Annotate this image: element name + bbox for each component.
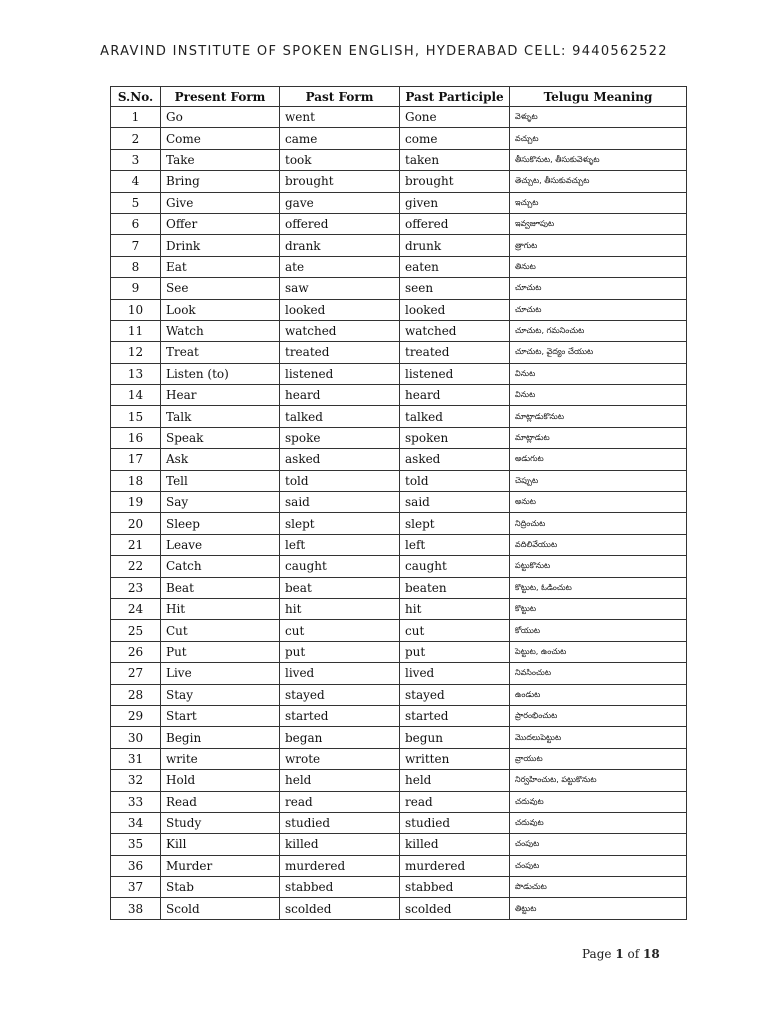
past-form-cell: treated <box>280 342 400 363</box>
of-label: of <box>627 947 640 961</box>
telugu-meaning-cell: తీసుకొనుట, తీసుకువెళ్ళుట <box>510 149 687 170</box>
telugu-meaning-cell: చంపుట <box>510 834 687 855</box>
present-form-cell: Catch <box>161 556 280 577</box>
past-participle-cell: beaten <box>400 577 510 598</box>
present-form-cell: See <box>161 278 280 299</box>
row-sno: 26 <box>111 641 161 662</box>
past-form-cell: heard <box>280 385 400 406</box>
past-participle-cell: listened <box>400 363 510 384</box>
table-row <box>111 427 687 448</box>
past-form-cell: hit <box>280 598 400 619</box>
column-header-past-participle: Past Participle <box>400 87 510 107</box>
present-form-cell: Start <box>161 705 280 726</box>
telugu-meaning-cell: కొట్టుట, ఓడించుట <box>510 577 687 598</box>
table-row <box>111 470 687 491</box>
past-form-cell: looked <box>280 299 400 320</box>
telugu-meaning-cell: చూచుట <box>510 299 687 320</box>
past-form-cell: started <box>280 705 400 726</box>
row-sno: 8 <box>111 256 161 277</box>
telugu-meaning-cell: వ్రాయుట <box>510 748 687 769</box>
past-participle-cell: stayed <box>400 684 510 705</box>
telugu-meaning-cell: ప్రారంభించుట <box>510 705 687 726</box>
table-row <box>111 449 687 470</box>
table-header-row <box>111 87 687 107</box>
present-form-cell: Watch <box>161 320 280 341</box>
past-form-cell: gave <box>280 192 400 213</box>
row-sno: 37 <box>111 877 161 898</box>
table-row <box>111 727 687 748</box>
telugu-meaning-cell: మొదలుపెట్టుట <box>510 727 687 748</box>
present-form-cell: Eat <box>161 256 280 277</box>
table-row <box>111 320 687 341</box>
present-form-cell: Stay <box>161 684 280 705</box>
table-row <box>111 235 687 256</box>
row-sno: 19 <box>111 492 161 513</box>
table-row <box>111 663 687 684</box>
present-form-cell: Hit <box>161 598 280 619</box>
past-participle-cell: killed <box>400 834 510 855</box>
telugu-meaning-cell: పట్టుకొనుట <box>510 556 687 577</box>
telugu-meaning-cell: త్రాగుట <box>510 235 687 256</box>
past-participle-cell: caught <box>400 556 510 577</box>
column-header-telugu-meaning: Telugu Meaning <box>510 87 687 107</box>
past-participle-cell: drunk <box>400 235 510 256</box>
table-row <box>111 641 687 662</box>
present-form-cell: Speak <box>161 427 280 448</box>
past-form-cell: held <box>280 770 400 791</box>
table-row <box>111 620 687 641</box>
table-row <box>111 149 687 170</box>
table-row <box>111 492 687 513</box>
telugu-meaning-cell: తిట్టుట <box>510 898 687 919</box>
past-participle-cell: come <box>400 128 510 149</box>
present-form-cell: Tell <box>161 470 280 491</box>
table-row <box>111 534 687 555</box>
page-footer <box>582 947 660 961</box>
row-sno: 30 <box>111 727 161 748</box>
table-row <box>111 684 687 705</box>
table-body <box>111 107 687 920</box>
past-participle-cell: given <box>400 192 510 213</box>
telugu-meaning-cell: ఇవ్వజూపుట <box>510 213 687 234</box>
column-header-past-form: Past Form <box>280 87 400 107</box>
telugu-meaning-cell: చూచుట, వైద్యం చేయుట <box>510 342 687 363</box>
table-row <box>111 877 687 898</box>
past-participle-cell: scolded <box>400 898 510 919</box>
table-row <box>111 791 687 812</box>
telugu-meaning-cell: నిద్రించుట <box>510 513 687 534</box>
past-participle-cell: murdered <box>400 855 510 876</box>
telugu-meaning-cell: మాట్లాడుట <box>510 427 687 448</box>
table-row <box>111 107 687 128</box>
row-sno: 34 <box>111 812 161 833</box>
present-form-cell: Sleep <box>161 513 280 534</box>
past-participle-cell: stabbed <box>400 877 510 898</box>
row-sno: 25 <box>111 620 161 641</box>
row-sno: 32 <box>111 770 161 791</box>
past-form-cell: wrote <box>280 748 400 769</box>
table-row <box>111 406 687 427</box>
past-participle-cell: looked <box>400 299 510 320</box>
table-row <box>111 192 687 213</box>
row-sno: 17 <box>111 449 161 470</box>
past-form-cell: stayed <box>280 684 400 705</box>
past-form-cell: listened <box>280 363 400 384</box>
present-form-cell: Look <box>161 299 280 320</box>
row-sno: 23 <box>111 577 161 598</box>
row-sno: 29 <box>111 705 161 726</box>
telugu-meaning-cell: ఇచ్చుట <box>510 192 687 213</box>
past-participle-cell: told <box>400 470 510 491</box>
present-form-cell: Begin <box>161 727 280 748</box>
total-pages: 18 <box>643 947 660 961</box>
present-form-cell: Ask <box>161 449 280 470</box>
row-sno: 15 <box>111 406 161 427</box>
past-participle-cell: Gone <box>400 107 510 128</box>
past-form-cell: drank <box>280 235 400 256</box>
past-participle-cell: held <box>400 770 510 791</box>
present-form-cell: Come <box>161 128 280 149</box>
table-row <box>111 342 687 363</box>
page-number: 1 <box>615 947 624 961</box>
row-sno: 4 <box>111 171 161 192</box>
present-form-cell: Put <box>161 641 280 662</box>
row-sno: 1 <box>111 107 161 128</box>
table-row <box>111 770 687 791</box>
past-form-cell: took <box>280 149 400 170</box>
table-row <box>111 577 687 598</box>
present-form-cell: Cut <box>161 620 280 641</box>
past-form-cell: offered <box>280 213 400 234</box>
row-sno: 38 <box>111 898 161 919</box>
present-form-cell: Leave <box>161 534 280 555</box>
past-participle-cell: said <box>400 492 510 513</box>
past-form-cell: spoke <box>280 427 400 448</box>
row-sno: 27 <box>111 663 161 684</box>
past-participle-cell: talked <box>400 406 510 427</box>
telugu-meaning-cell: పెట్టుట, ఉంచుట <box>510 641 687 662</box>
past-participle-cell: slept <box>400 513 510 534</box>
row-sno: 31 <box>111 748 161 769</box>
past-form-cell: stabbed <box>280 877 400 898</box>
present-form-cell: Beat <box>161 577 280 598</box>
row-sno: 22 <box>111 556 161 577</box>
past-form-cell: caught <box>280 556 400 577</box>
table-row <box>111 256 687 277</box>
past-participle-cell: hit <box>400 598 510 619</box>
telugu-meaning-cell: మాట్లాడుకొనుట <box>510 406 687 427</box>
past-participle-cell: started <box>400 705 510 726</box>
past-participle-cell: taken <box>400 149 510 170</box>
past-participle-cell: seen <box>400 278 510 299</box>
past-participle-cell: eaten <box>400 256 510 277</box>
telugu-meaning-cell: నివసించుట <box>510 663 687 684</box>
present-form-cell: Drink <box>161 235 280 256</box>
past-participle-cell: put <box>400 641 510 662</box>
past-participle-cell: read <box>400 791 510 812</box>
telugu-meaning-cell: వినుట <box>510 363 687 384</box>
table-row <box>111 748 687 769</box>
past-form-cell: murdered <box>280 855 400 876</box>
telugu-meaning-cell: చదువుట <box>510 812 687 833</box>
present-form-cell: Scold <box>161 898 280 919</box>
telugu-meaning-cell: చూచుట, గమనించుట <box>510 320 687 341</box>
telugu-meaning-cell: చూచుట <box>510 278 687 299</box>
table-row <box>111 598 687 619</box>
past-form-cell: read <box>280 791 400 812</box>
row-sno: 14 <box>111 385 161 406</box>
row-sno: 3 <box>111 149 161 170</box>
past-participle-cell: offered <box>400 213 510 234</box>
past-form-cell: ate <box>280 256 400 277</box>
past-participle-cell: begun <box>400 727 510 748</box>
present-form-cell: Kill <box>161 834 280 855</box>
present-form-cell: Read <box>161 791 280 812</box>
row-sno: 2 <box>111 128 161 149</box>
present-form-cell: Stab <box>161 877 280 898</box>
table-row <box>111 834 687 855</box>
row-sno: 24 <box>111 598 161 619</box>
row-sno: 20 <box>111 513 161 534</box>
telugu-meaning-cell: కోయుట <box>510 620 687 641</box>
present-form-cell: Go <box>161 107 280 128</box>
table-row <box>111 299 687 320</box>
present-form-cell: Hear <box>161 385 280 406</box>
past-form-cell: studied <box>280 812 400 833</box>
column-header-sno: S.No. <box>111 87 161 107</box>
present-form-cell: Offer <box>161 213 280 234</box>
past-form-cell: scolded <box>280 898 400 919</box>
telugu-meaning-cell: వచ్చుట <box>510 128 687 149</box>
row-sno: 12 <box>111 342 161 363</box>
past-form-cell: came <box>280 128 400 149</box>
past-form-cell: cut <box>280 620 400 641</box>
present-form-cell: Say <box>161 492 280 513</box>
past-form-cell: began <box>280 727 400 748</box>
telugu-meaning-cell: అడుగుట <box>510 449 687 470</box>
table-row <box>111 556 687 577</box>
telugu-meaning-cell: అనుట <box>510 492 687 513</box>
row-sno: 35 <box>111 834 161 855</box>
past-form-cell: watched <box>280 320 400 341</box>
past-participle-cell: watched <box>400 320 510 341</box>
present-form-cell: write <box>161 748 280 769</box>
table-row <box>111 128 687 149</box>
past-form-cell: told <box>280 470 400 491</box>
table-row <box>111 278 687 299</box>
present-form-cell: Give <box>161 192 280 213</box>
row-sno: 33 <box>111 791 161 812</box>
telugu-meaning-cell: పొడుచుట <box>510 877 687 898</box>
page-label: Page <box>582 947 612 961</box>
present-form-cell: Study <box>161 812 280 833</box>
present-form-cell: Listen (to) <box>161 363 280 384</box>
telugu-meaning-cell: వదిలివేయుట <box>510 534 687 555</box>
telugu-meaning-cell: తినుట <box>510 256 687 277</box>
present-form-cell: Live <box>161 663 280 684</box>
row-sno: 5 <box>111 192 161 213</box>
past-form-cell: talked <box>280 406 400 427</box>
table-row <box>111 855 687 876</box>
present-form-cell: Take <box>161 149 280 170</box>
past-participle-cell: written <box>400 748 510 769</box>
table-row <box>111 171 687 192</box>
past-form-cell: beat <box>280 577 400 598</box>
row-sno: 28 <box>111 684 161 705</box>
telugu-meaning-cell: చంపుట <box>510 855 687 876</box>
document-header: ARAVIND INSTITUTE OF SPOKEN ENGLISH, HYDERABAD CELL: 9440562522 <box>100 44 668 59</box>
row-sno: 36 <box>111 855 161 876</box>
table-row <box>111 363 687 384</box>
telugu-meaning-cell: చెప్పుట <box>510 470 687 491</box>
past-participle-cell: cut <box>400 620 510 641</box>
past-form-cell: lived <box>280 663 400 684</box>
telugu-meaning-cell: నిర్వహించుట, పట్టుకొనుట <box>510 770 687 791</box>
table-row <box>111 898 687 919</box>
past-form-cell: brought <box>280 171 400 192</box>
telugu-meaning-cell: వెళ్ళుట <box>510 107 687 128</box>
table-row <box>111 812 687 833</box>
row-sno: 6 <box>111 213 161 234</box>
past-form-cell: slept <box>280 513 400 534</box>
past-form-cell: went <box>280 107 400 128</box>
present-form-cell: Hold <box>161 770 280 791</box>
past-form-cell: left <box>280 534 400 555</box>
table-row <box>111 213 687 234</box>
past-form-cell: saw <box>280 278 400 299</box>
row-sno: 21 <box>111 534 161 555</box>
past-participle-cell: spoken <box>400 427 510 448</box>
row-sno: 10 <box>111 299 161 320</box>
row-sno: 9 <box>111 278 161 299</box>
row-sno: 13 <box>111 363 161 384</box>
past-form-cell: asked <box>280 449 400 470</box>
past-form-cell: killed <box>280 834 400 855</box>
telugu-meaning-cell: వినుట <box>510 385 687 406</box>
present-form-cell: Murder <box>161 855 280 876</box>
telugu-meaning-cell: కొట్టుట <box>510 598 687 619</box>
table-row <box>111 385 687 406</box>
row-sno: 16 <box>111 427 161 448</box>
table-row <box>111 705 687 726</box>
row-sno: 18 <box>111 470 161 491</box>
past-participle-cell: asked <box>400 449 510 470</box>
table-row <box>111 513 687 534</box>
row-sno: 11 <box>111 320 161 341</box>
present-form-cell: Bring <box>161 171 280 192</box>
telugu-meaning-cell: చదువుట <box>510 791 687 812</box>
present-form-cell: Talk <box>161 406 280 427</box>
past-participle-cell: heard <box>400 385 510 406</box>
past-participle-cell: left <box>400 534 510 555</box>
telugu-meaning-cell: ఉండుట <box>510 684 687 705</box>
past-participle-cell: brought <box>400 171 510 192</box>
present-form-cell: Treat <box>161 342 280 363</box>
column-header-present-form: Present Form <box>161 87 280 107</box>
past-participle-cell: lived <box>400 663 510 684</box>
past-participle-cell: studied <box>400 812 510 833</box>
verb-forms-table <box>110 86 687 920</box>
past-form-cell: said <box>280 492 400 513</box>
telugu-meaning-cell: తెచ్చుట, తీసుకువచ్చుట <box>510 171 687 192</box>
past-participle-cell: treated <box>400 342 510 363</box>
past-form-cell: put <box>280 641 400 662</box>
row-sno: 7 <box>111 235 161 256</box>
